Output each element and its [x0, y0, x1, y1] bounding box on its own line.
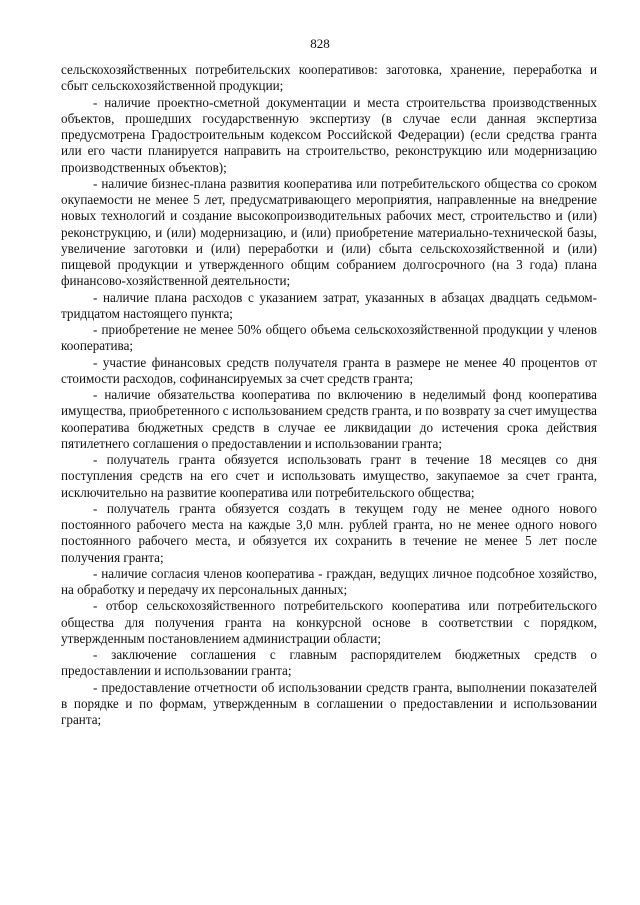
list-item-business-plan: - наличие бизнес-плана развития кооператива или потребительского общества со сроком окупаемости не менее 5 лет, предусматривающего мероприятия, направленные на внедрение новых технологий и создание высокопроизводительных рабочих мест, строительство и (или) реконструкцию, и (или) модернизацию, и (или) приобретение материально-технической базы, увеличение заготовки и (или) переработки и (или) сбыта сельскохозяйственной и (или) пищевой продукции и утвержденного общим собранием долгосрочного (на 3 года) плана финансово-хозяйственной деятельности;: [61, 175, 597, 289]
paragraph-continuation: сельскохозяйственных потребительских кооперативов: заготовка, хранение, переработка и сбыт сельскохозяйственной продукции;: [61, 62, 597, 94]
page-number: 828: [310, 36, 330, 51]
list-item-cofinancing: - участие финансовых средств получателя гранта в размере не менее 40 процентов от стоимости расходов, софинансируемых за счет средств гранта;: [61, 354, 597, 386]
document-body: [61, 62, 597, 728]
list-item-competitive-selection: - отбор сельскохозяйственного потребительского кооператива или потребительского общества для получения гранта на конкурсной основе в соответствии с порядком, утвержденным постановлением администрации области;: [61, 598, 597, 646]
list-item-reporting: - предоставление отчетности об использовании средств гранта, выполнении показателей в порядке и по формам, утвержденным в соглашении о предоставлении и использовании гранта;: [61, 679, 597, 727]
list-item-personal-data-consent: - наличие согласия членов кооператива - граждан, ведущих личное подсобное хозяйство, на обработку и передачу их персональных данных;: [61, 565, 597, 597]
list-item-job-creation: - получатель гранта обязуется создать в текущем году не менее одного нового постоянного рабочего места на каждые 3,0 млн. рублей гранта, но не менее одного нового постоянного рабочего места, и обязуется их сохранить в течение не менее 5 лет после получения гранта;: [61, 500, 597, 565]
list-item-grant-usage-term: - получатель гранта обязуется использовать грант в течение 18 месяцев со дня поступления средств на его счет и использовать имущество, закупаемое за счет гранта, исключительно на развитие кооператива или потребительского общества;: [61, 452, 597, 500]
list-item-agreement: - заключение соглашения с главным распорядителем бюджетных средств о предоставлении и использовании гранта;: [61, 647, 597, 679]
list-item-expense-plan: - наличие плана расходов с указанием затрат, указанных в абзацах двадцать седьмом-тридцатом настоящего пункта;: [61, 289, 597, 321]
list-item-project-documentation: - наличие проектно-сметной документации и места строительства производственных объектов, прошедших государственную экспертизу (в случае если данная экспертиза предусмотрена Градостроительным кодексом Российской Федерации) (если средства гранта или его части планируется направить на строительство, реконструкцию или модернизацию производственных объектов);: [61, 94, 597, 175]
list-item-purchase-share: - приобретение не менее 50% общего объема сельскохозяйственной продукции у членов кооператива;: [61, 322, 597, 354]
list-item-indivisible-fund: - наличие обязательства кооператива по включению в неделимый фонд кооператива имущества, приобретенного с использованием средств гранта, и по возврату за счет имущества кооператива бюджетных средств в случае ее ликвидации до истечения срока действия пятилетнего соглашения о предоставлении и использовании гранта;: [61, 387, 597, 451]
